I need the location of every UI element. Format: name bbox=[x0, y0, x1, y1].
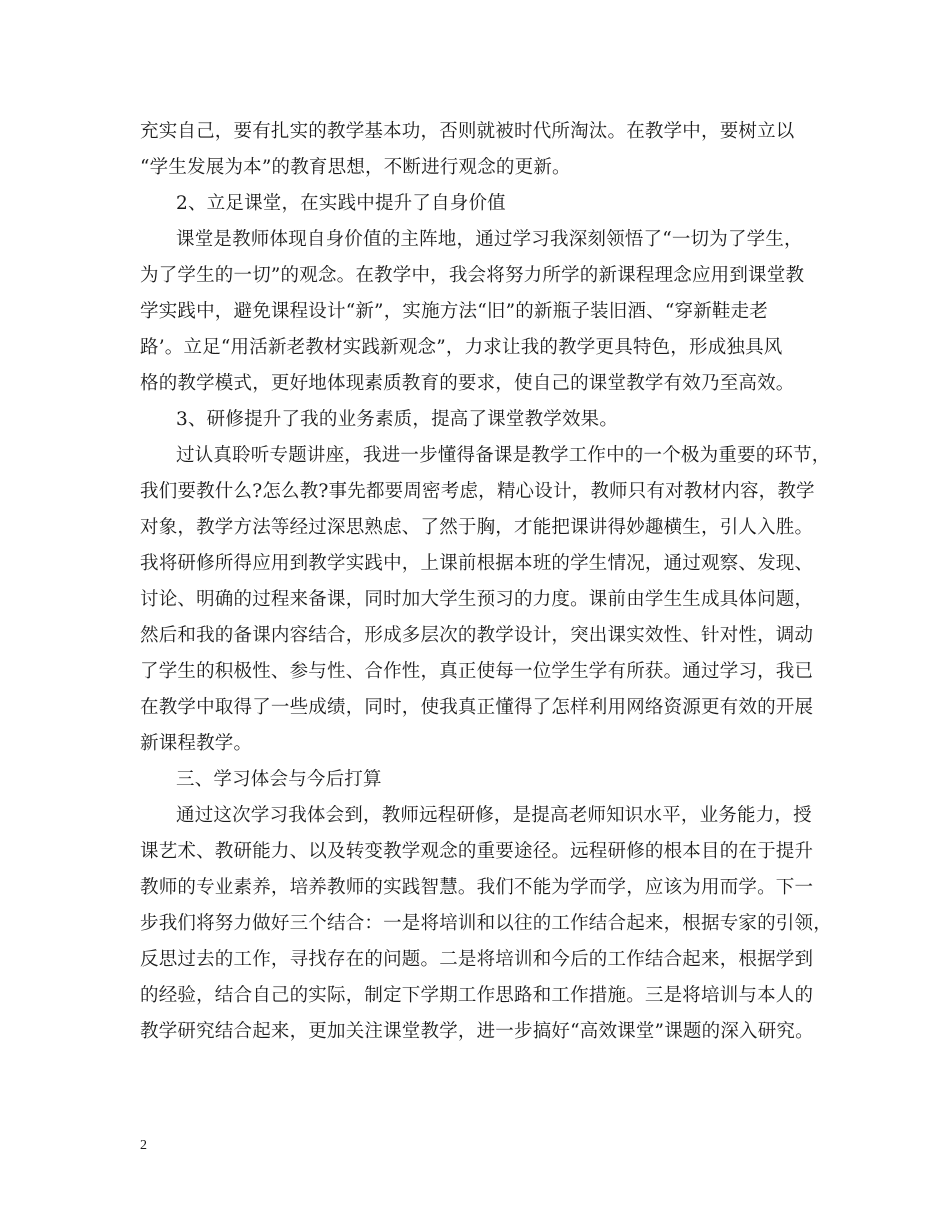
page-number: 2 bbox=[140, 1138, 147, 1153]
body-text-line: 教师的专业素养，培养教师的实践智慧。我们不能为学而学，应该为用而学。下一 bbox=[140, 877, 814, 898]
body-text-line: 在教学中取得了一些成绩，同时，使我真正懂得了怎样利用网络资源更有效的开展 bbox=[140, 697, 814, 718]
body-text-line: 我将研修所得应用到教学实践中，上课前根据本班的学生情况，通过观察、发现、 bbox=[140, 553, 814, 574]
body-text-line: 对象，教学方法等经过深思熟虑、了然于胸，才能把课讲得妙趣横生，引人入胜。 bbox=[140, 517, 814, 538]
section-heading: 3、研修提升了我的业务素质，提高了课堂教学效果。 bbox=[176, 409, 619, 430]
body-text-line: 过认真聆听专题讲座，我进一步懂得备课是教学工作中的一个极为重要的环节， bbox=[176, 445, 831, 466]
body-text-line: 路’。立足“用活新老教材实践新观念”，力求让我的教学更具特色，形成独具风 bbox=[140, 337, 783, 358]
body-text-line: 然后和我的备课内容结合，形成多层次的教学设计，突出课实效性、针对性，调动 bbox=[140, 625, 814, 646]
body-text-line: 我们要教什么?怎么教?事先都要周密考虑，精心设计，教师只有对教材内容，教学 bbox=[140, 481, 815, 502]
body-text-line: 反思过去的工作，寻找存在的问题。二是将培训和今后的工作结合起来，根据学到 bbox=[140, 949, 814, 970]
section-heading: 2、立足课堂，在实践中提升了自身价值 bbox=[176, 193, 506, 214]
body-text-line: 课堂是教师体现自身价值的主阵地，通过学习我深刻领悟了“一切为了学生， bbox=[176, 229, 803, 250]
body-text-line: 了学生的积极性、参与性、合作性，真正使每一位学生学有所获。通过学习，我已 bbox=[140, 661, 814, 682]
body-text-line: 步我们将努力做好三个结合：一是将培训和以往的工作结合起来，根据专家的引领， bbox=[140, 913, 832, 934]
body-text-line: “学生发展为本”的教育思想，不断进行观念的更新。 bbox=[140, 157, 571, 178]
body-text-line: 格的教学模式，更好地体现素质教育的要求，使自己的课堂教学有效乃至高效。 bbox=[140, 373, 795, 394]
body-text-line: 新课程教学。 bbox=[140, 733, 253, 754]
body-text-line: 充实自己，要有扎实的教学基本功，否则就被时代所淘汰。在教学中，要树立以 bbox=[140, 121, 795, 142]
body-text-line: 课艺术、教研能力、以及转变教学观念的重要途径。远程研修的根本目的在于提升 bbox=[140, 841, 814, 862]
body-text-line: 为了学生的一切”的观念。在教学中，我会将努力所学的新课程理念应用到课堂教 bbox=[140, 265, 805, 286]
body-text-line: 的经验，结合自己的实际，制定下学期工作思路和工作措施。三是将培训与本人的 bbox=[140, 985, 814, 1006]
body-text-line: 讨论、明确的过程来备课，同时加大学生预习的力度。课前由学生生成具体问题， bbox=[140, 589, 814, 610]
body-text-line: 学实践中，避免课程设计“新”，实施方法“旧”的新瓶子装旧酒、“穿新鞋走老 bbox=[140, 301, 768, 322]
body-text-line: 通过这次学习我体会到，教师远程研修，是提高老师知识水平，业务能力，授 bbox=[176, 805, 812, 826]
section-heading: 三、学习体会与今后打算 bbox=[176, 769, 382, 790]
body-text-line: 教学研究结合起来，更加关注课堂教学，进一步搞好“高效课堂”课题的深入研究。 bbox=[140, 1021, 814, 1042]
